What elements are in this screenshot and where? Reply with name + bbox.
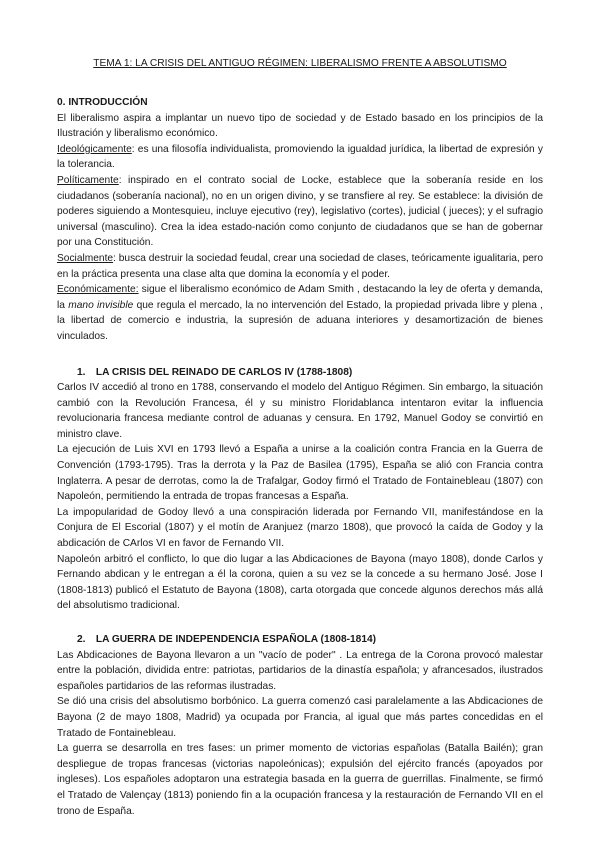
economic-italic: mano invisible xyxy=(68,299,134,311)
social-paragraph xyxy=(57,251,543,282)
intro-heading: 0. INTRODUCCIÓN xyxy=(57,97,148,108)
section1-paragraph-1: Carlos IV accedió al trono en 1788, conservando el modelo del Antiguo Régimen. Sin embargo, la situación cambió con la Revolución Francesa, él y su ministro Floridablanca intentaron evitar la influencia revolucionaria francesa mediante control de aduanas y censura. En 1792, Manuel Godoy se convirtió en ministro clave. xyxy=(57,382,543,440)
ideological-label: Ideológicamente xyxy=(57,143,132,155)
ideological-text: : es una filosofía individualista, promoviendo la igualdad jurídica, la libertad de expresión y la tolerancia. xyxy=(57,143,543,171)
section2-paragraph-3: La guerra se desarrolla en tres fases: un primer momento de victorias españolas (Batalla Bailén); gran despliegue de tropas francesas (victorias napoleónicas); expulsión del ejército francés (apoyados por ingleses). Los españoles adoptaron una estrategia basada en la guerra de guerrillas. Finalmente, se firmó el Tratado de Valençay (1813) poniendo fin a la ocupación francesa y la restauración de Fernando VII en el trono de España. xyxy=(57,743,543,817)
economic-label: Económicamente: xyxy=(57,284,139,296)
political-text: : inspirado en el contrato social de Locke, establece que la soberanía reside en los ciudadanos (soberanía nacional), no en un origen divino, y se transfiere al rey. Se establece: la división de poderes siguiendo a Montesquieu, incluye ejecutivo (rey), legislativo (cortes), judicial ( jueces); y el sufragio universal (masculino). Crea la idea estado-nación como conjunto de ciudadanos que se han de gobernar por una Constitución. xyxy=(57,174,543,249)
section2-paragraph-2: Se dió una crisis del absolutismo borbónico. La guerra comenzó casi paralelamente a las Abdicaciones de Bayona (2 de mayo 1808, Madrid) ya ocupada por Francia, al igual que más partes concedidas en el Tratado de Fontainebleau. xyxy=(57,696,543,739)
section2-title: LA GUERRA DE INDEPENDENCIA ESPAÑOLA (1808-1814) xyxy=(95,634,377,645)
section2-number: 2. xyxy=(77,634,86,645)
political-label: Políticamente xyxy=(57,174,119,186)
section1-paragraph-4: Napoleón arbitró el conflicto, lo que dio lugar a las Abdicaciones de Bayona (mayo 1808), donde Carlos y Fernando abdican y le entregan a él la corona, quien a su vez se la concede a su hermano José. Jose I (1808-1813) publicó el Estatuto de Bayona (1808), carta otorgada que concede algunos derechos más allá del absolutismo tradicional. xyxy=(57,553,543,612)
section1-paragraph-2: La ejecución de Luis XVI en 1793 llevó a España a unirse a la coalición contra Francia en la Guerra de Convención (1793-1795). Tras la derrota y la Paz de Basilea (1795), España se alió con Francia contra Inglaterra. A pesar de derrotas, como la de Trafalgar, Godoy firmó el Tratado de Fontainebleau (1807) con Napoleón, permitiendo la entrada de tropas francesas a España. xyxy=(57,444,543,503)
economic-paragraph xyxy=(57,282,543,344)
ideological-paragraph xyxy=(57,142,543,173)
section1-title: LA CRISIS DEL REINADO DE CARLOS IV (1788-1808) xyxy=(95,366,353,378)
document-title: TEMA 1: LA CRISIS DEL ANTIGUO RÉGIMEN: LIBERALISMO FRENTE A ABSOLUTISMO xyxy=(93,58,507,69)
intro-paragraph: El liberalismo aspira a implantar un nuevo tipo de sociedad y de Estado basado en los principios de la Ilustración y liberalismo económico. xyxy=(57,112,543,140)
economic-text-2: que regula el mercado, la no intervención del Estado, la propiedad privada libre y plena , la libertad de comercio e industria, la supresión de aduana interiores y desamortización de bienes vinculados. xyxy=(57,299,543,342)
section2-heading xyxy=(57,632,543,648)
economic-text-1: sigue el liberalismo económico de Adam Smith , destacando la ley de oferta y demanda, la xyxy=(57,284,543,311)
social-label: Socialmente xyxy=(57,252,114,264)
section1-number: 1. xyxy=(77,366,86,378)
section2-paragraph-1: Las Abdicaciones de Bayona llevaron a un "vacío de poder" . La entrega de la Corona provocó malestar entre la población, dividida entre: patriotas, partidarios de la dinastía española; y afrancesados, ilustrados españoles partidarios de las reformas ilustradas. xyxy=(57,649,543,692)
section1-heading xyxy=(57,365,543,381)
political-paragraph xyxy=(57,173,543,251)
social-text: : busca destruir la sociedad feudal, crear una sociedad de clases, teóricamente igualitaria, pero en la práctica presenta una clase alta que domina la economía y el poder. xyxy=(57,252,543,280)
section1-paragraph-3: La impopularidad de Godoy llevó a una conspiración liderada por Fernando VII, manifestándose en la Conjura de El Escorial (1807) y el motín de Aranjuez (marzo 1808), que provocó la caída de Godoy y la abdicación de CArlos VI en favor de Fernando VII. xyxy=(57,506,543,550)
